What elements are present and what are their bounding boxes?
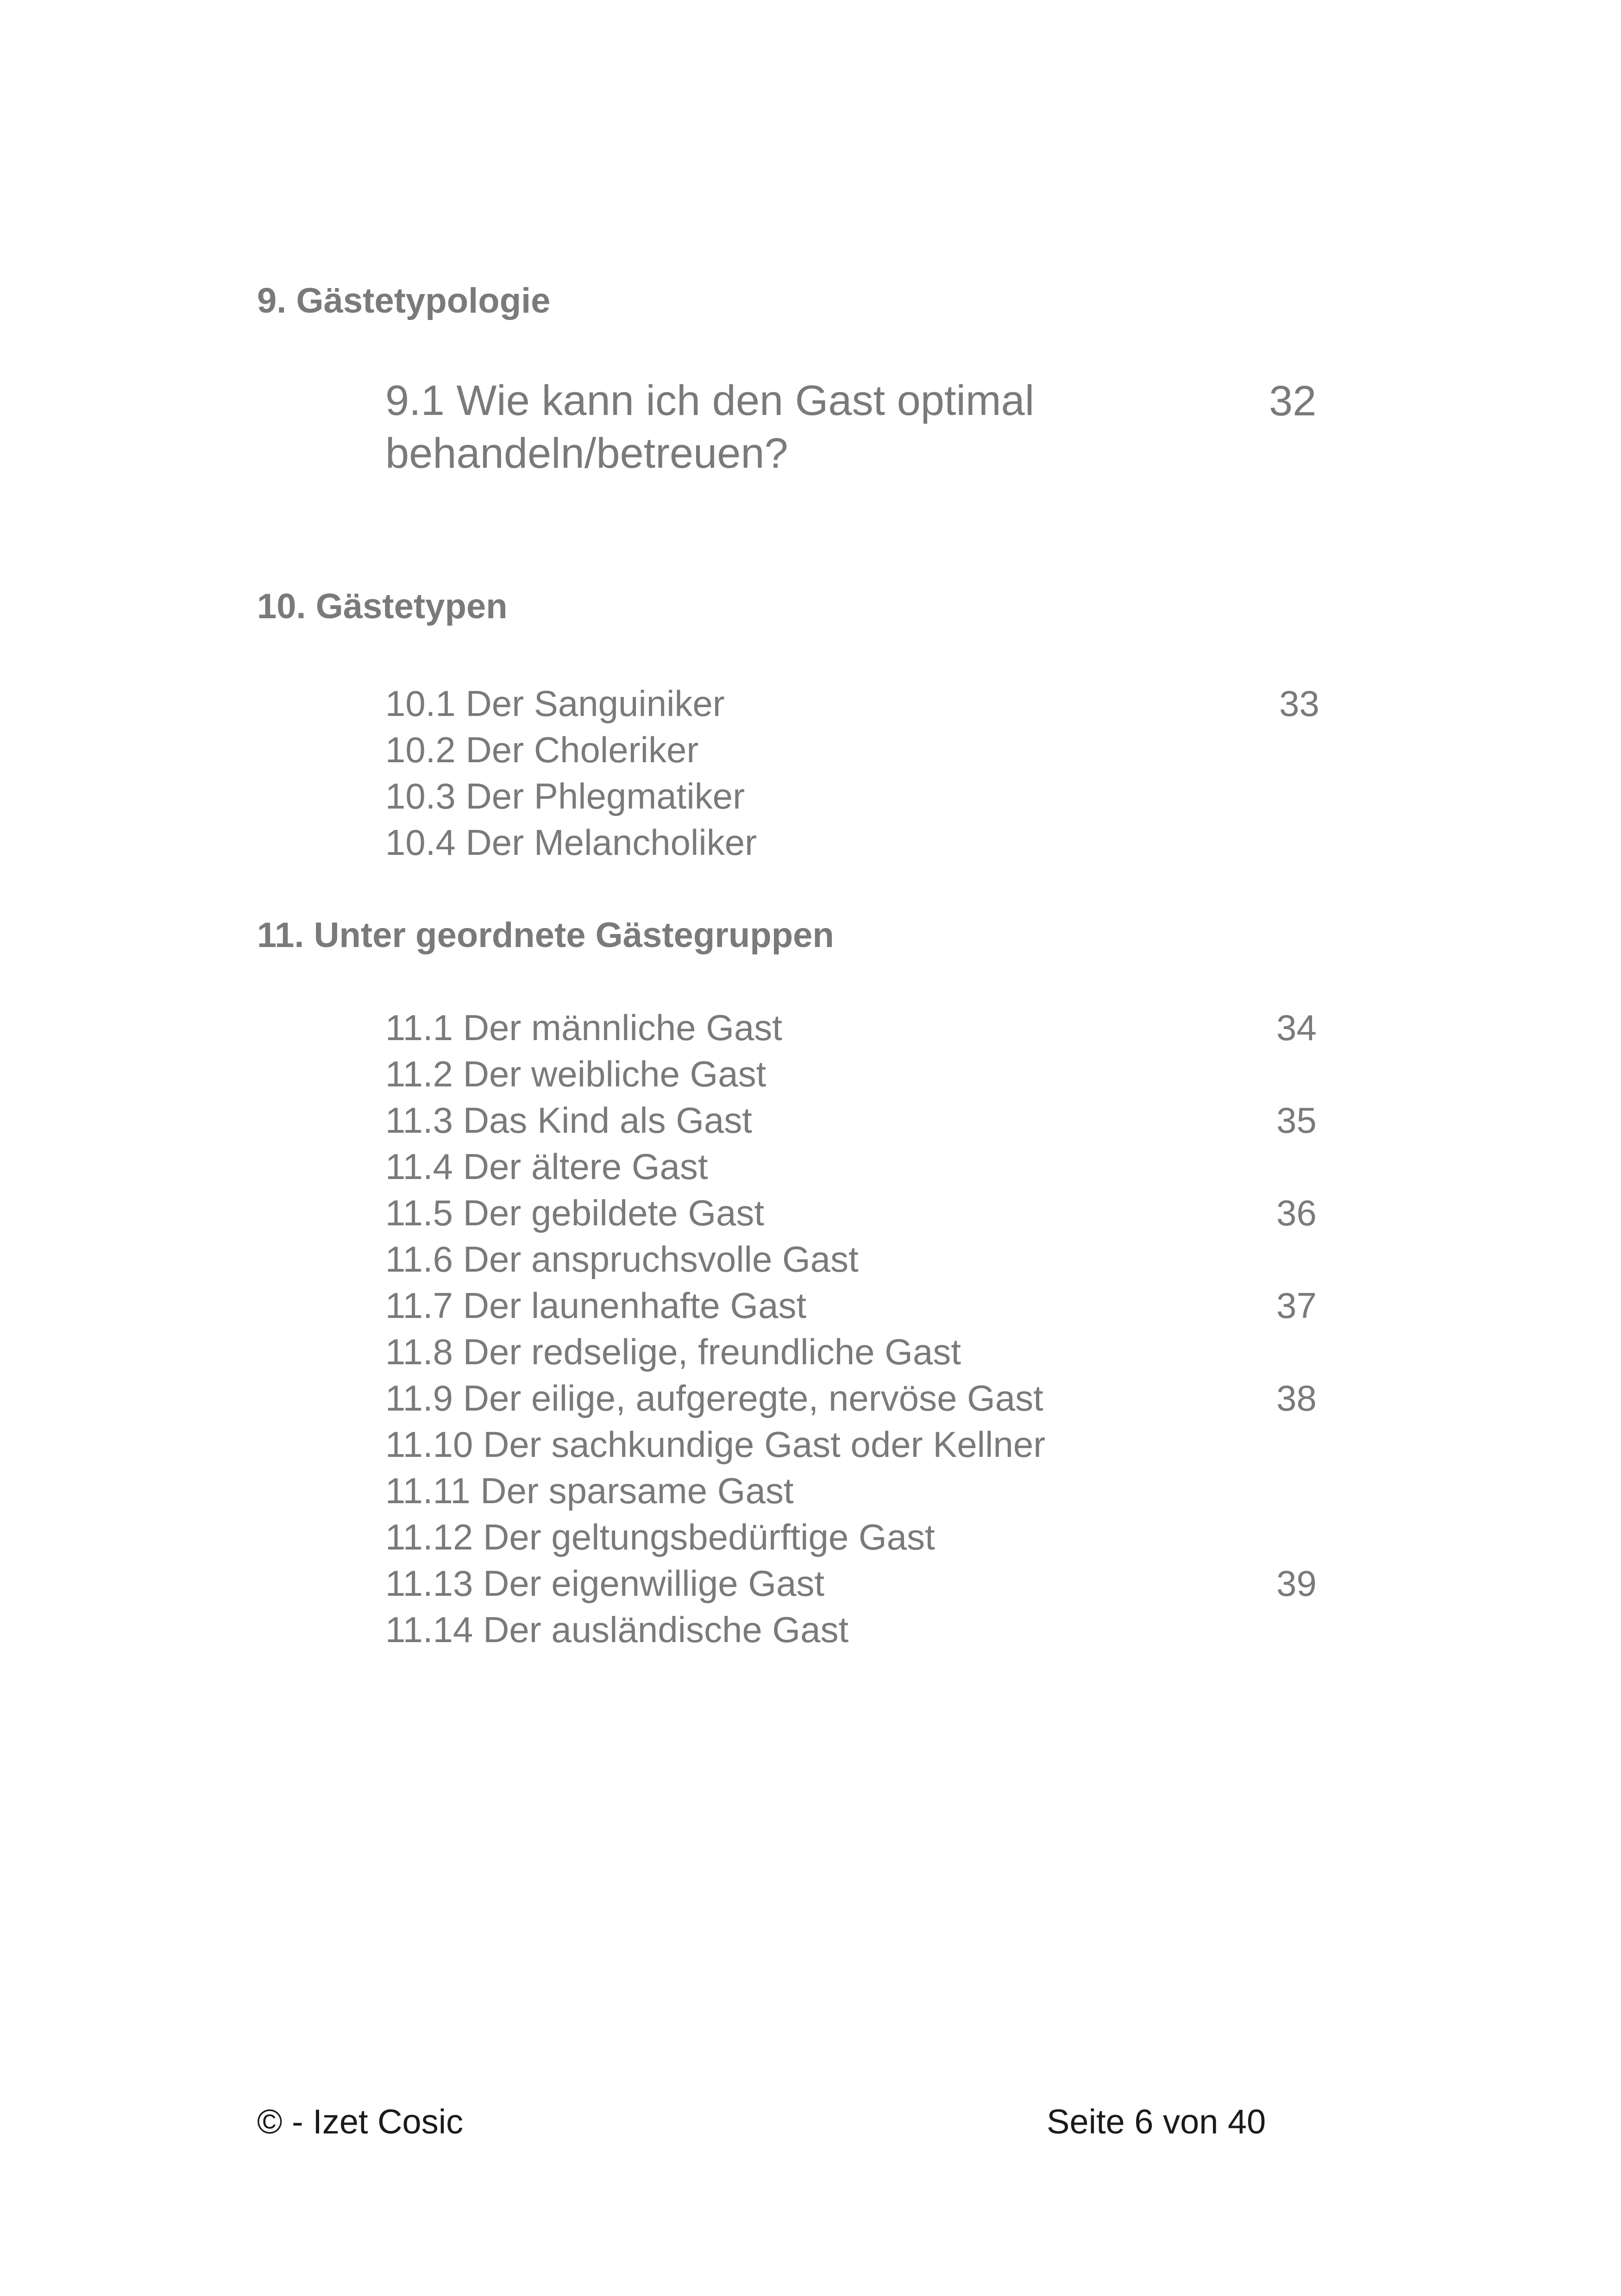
footer-copyright: © - Izet Cosic bbox=[257, 2102, 464, 2141]
toc-page-10-1: 33 bbox=[1279, 683, 1319, 724]
toc-entry-10-4: 10.4 Der Melancholiker bbox=[385, 822, 757, 863]
toc-entry-10-1: 10.1 Der Sanguiniker bbox=[385, 683, 725, 724]
section-heading-10: 10. Gästetypen bbox=[257, 587, 508, 626]
toc-entry-10-2: 10.2 Der Choleriker bbox=[385, 729, 699, 770]
toc-page-11-13: 39 bbox=[1276, 1563, 1317, 1604]
toc-page-11-9: 38 bbox=[1276, 1378, 1317, 1418]
toc-entry-11-6: 11.6 Der anspruchsvolle Gast bbox=[385, 1239, 859, 1280]
section-heading-11: 11. Unter geordnete Gästegruppen bbox=[257, 916, 834, 955]
toc-entry-11-7: 11.7 Der launenhafte Gast bbox=[385, 1285, 807, 1326]
toc-entry-11-14: 11.14 Der ausländische Gast bbox=[385, 1609, 849, 1650]
toc-entry-11-11: 11.11 Der sparsame Gast bbox=[385, 1470, 794, 1511]
toc-entry-11-9: 11.9 Der eilige, aufgeregte, nervöse Gast bbox=[385, 1378, 1043, 1418]
toc-entry-11-5: 11.5 Der gebildete Gast bbox=[385, 1192, 765, 1233]
footer-page-indicator: Seite 6 von 40 bbox=[1047, 2102, 1266, 2141]
section-heading-9: 9. Gästetypologie bbox=[257, 281, 551, 320]
toc-page-11-7: 37 bbox=[1276, 1285, 1317, 1326]
toc-page-9-1: 32 bbox=[1269, 377, 1317, 425]
toc-entry-11-3: 11.3 Das Kind als Gast bbox=[385, 1100, 752, 1141]
toc-page-11-1: 34 bbox=[1276, 1007, 1317, 1048]
toc-entry-11-8: 11.8 Der redselige, freundliche Gast bbox=[385, 1331, 961, 1372]
toc-entry-11-2: 11.2 Der weibliche Gast bbox=[385, 1054, 767, 1094]
toc-page-11-3: 35 bbox=[1276, 1100, 1317, 1141]
toc-page-11-5: 36 bbox=[1276, 1192, 1317, 1233]
toc-entry-11-4: 11.4 Der ältere Gast bbox=[385, 1146, 708, 1187]
toc-entry-11-13: 11.13 Der eigenwillige Gast bbox=[385, 1563, 825, 1604]
toc-entry-10-3: 10.3 Der Phlegmatiker bbox=[385, 776, 745, 816]
toc-entry-11-1: 11.1 Der männliche Gast bbox=[385, 1007, 782, 1048]
toc-entry-9-1: 9.1 Wie kann ich den Gast optimal behandeln/betreuen? bbox=[385, 377, 1035, 477]
toc-entry-11-12: 11.12 Der geltungsbedürftige Gast bbox=[385, 1517, 935, 1557]
toc-entry-11-10: 11.10 Der sachkundige Gast oder Kellner bbox=[385, 1424, 1046, 1465]
